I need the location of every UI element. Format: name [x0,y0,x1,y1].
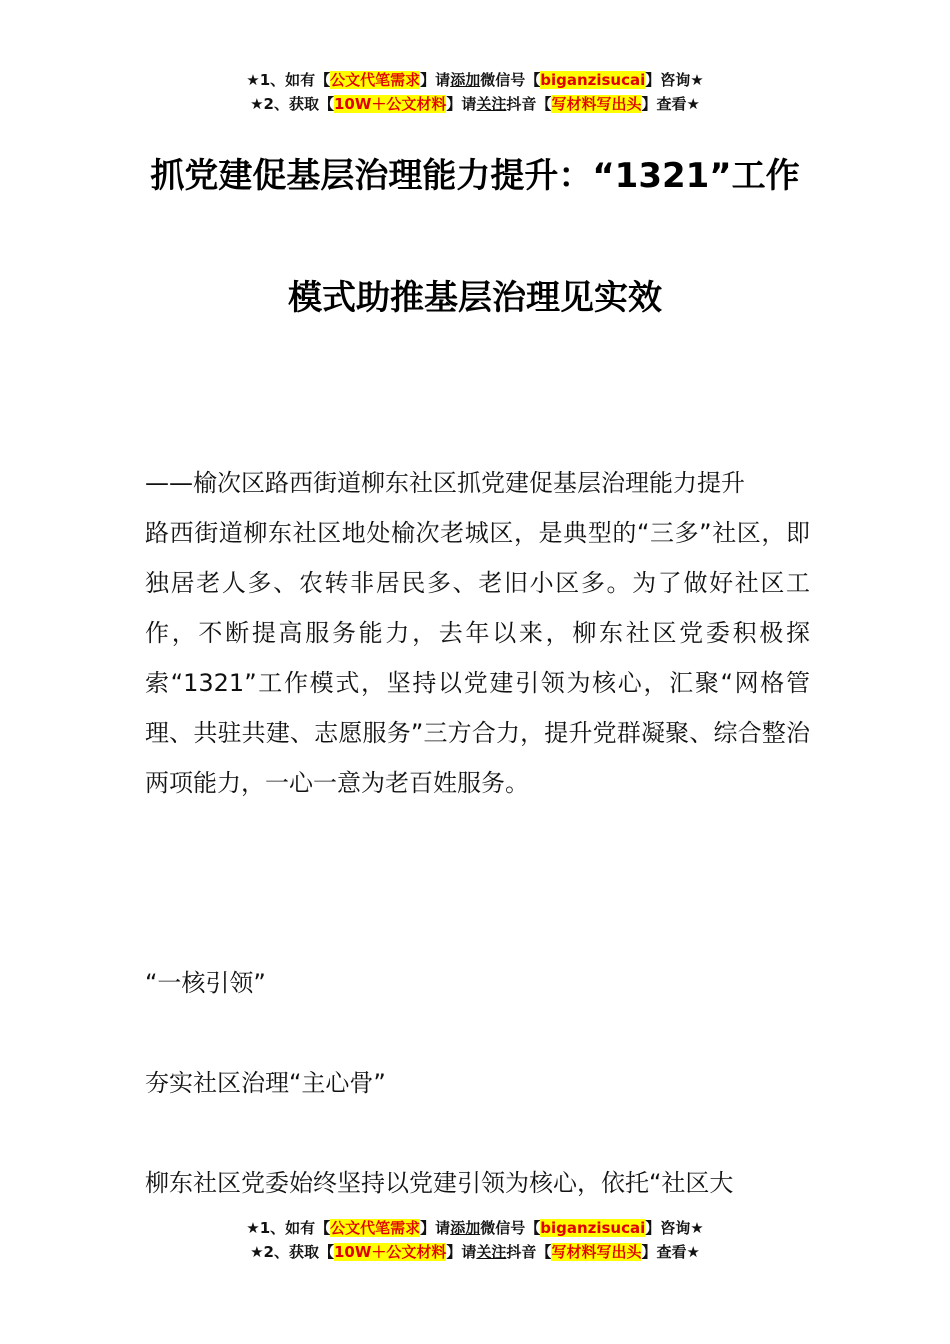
promo-highlight: 10W＋公文材料 [333,95,447,113]
promo-line-2 [0,92,950,116]
document-title-line-2: 模式助推基层治理见实效 [288,278,662,318]
header-promo-banner [0,68,950,116]
promo-text: 抖音【 [506,95,552,113]
promo-underline: 添加 [450,71,481,89]
promo-highlight: 10W＋公文材料 [333,1243,447,1261]
promo-highlight: 公文代笔需求 [330,71,421,89]
section-heading-2: 夯实社区治理“主心骨” [145,1069,386,1097]
promo-text: 】请 [420,71,451,89]
promo-douyin-id: 写材料写出头 [551,1243,642,1261]
document-subtitle: ——榆次区路西街道柳东社区抓党建促基层治理能力提升 [145,469,745,497]
body-paragraph-2: 柳东社区党委始终坚持以党建引领为核心，依托“社区大 [145,1169,734,1197]
promo-text: 】请 [446,1243,477,1261]
promo-line-1 [0,68,950,92]
section-heading-1: “一核引领” [145,969,266,997]
promo-line-1 [0,1216,950,1240]
promo-text: 】查看★ [641,1243,700,1261]
promo-highlight: 公文代笔需求 [330,1219,421,1237]
promo-text: ★2、获取【 [250,1243,334,1261]
promo-text: 】查看★ [641,95,700,113]
promo-douyin-id: 写材料写出头 [551,95,642,113]
promo-underline: 关注 [476,95,507,113]
promo-text: ★2、获取【 [250,95,334,113]
promo-wechat-id: biganzisucai [540,71,646,89]
promo-text: 】咨询★ [645,1219,704,1237]
promo-text: ★1、如有【 [246,1219,331,1237]
promo-wechat-id: biganzisucai [540,1219,646,1237]
promo-text: 微信号【 [480,1219,541,1237]
promo-text: ★1、如有【 [246,71,331,89]
promo-text: 】请 [446,95,477,113]
promo-underline: 添加 [450,1219,481,1237]
body-paragraph-1: 路西街道柳东社区地处榆次老城区，是典型的“三多”社区，即独居老人多、农转非居民多、老旧小区多。为了做好社区工作，不断提高服务能力，去年以来，柳东社区党委积极探索“1321”工作模式，坚持以党建引领为核心，汇聚“网格管理、共驻共建、志愿服务”三方合力，提升党群凝聚、综合整治两项能力，一心一意为老百姓服务。 [145,519,810,797]
promo-text: 抖音【 [506,1243,552,1261]
document-title-line-1: 抓党建促基层治理能力提升：“1321”工作 [150,156,800,196]
promo-text: 】请 [420,1219,451,1237]
promo-text: 微信号【 [480,71,541,89]
promo-line-2 [0,1240,950,1264]
footer-promo-banner [0,1216,950,1264]
promo-underline: 关注 [476,1243,507,1261]
promo-text: 】咨询★ [645,71,704,89]
